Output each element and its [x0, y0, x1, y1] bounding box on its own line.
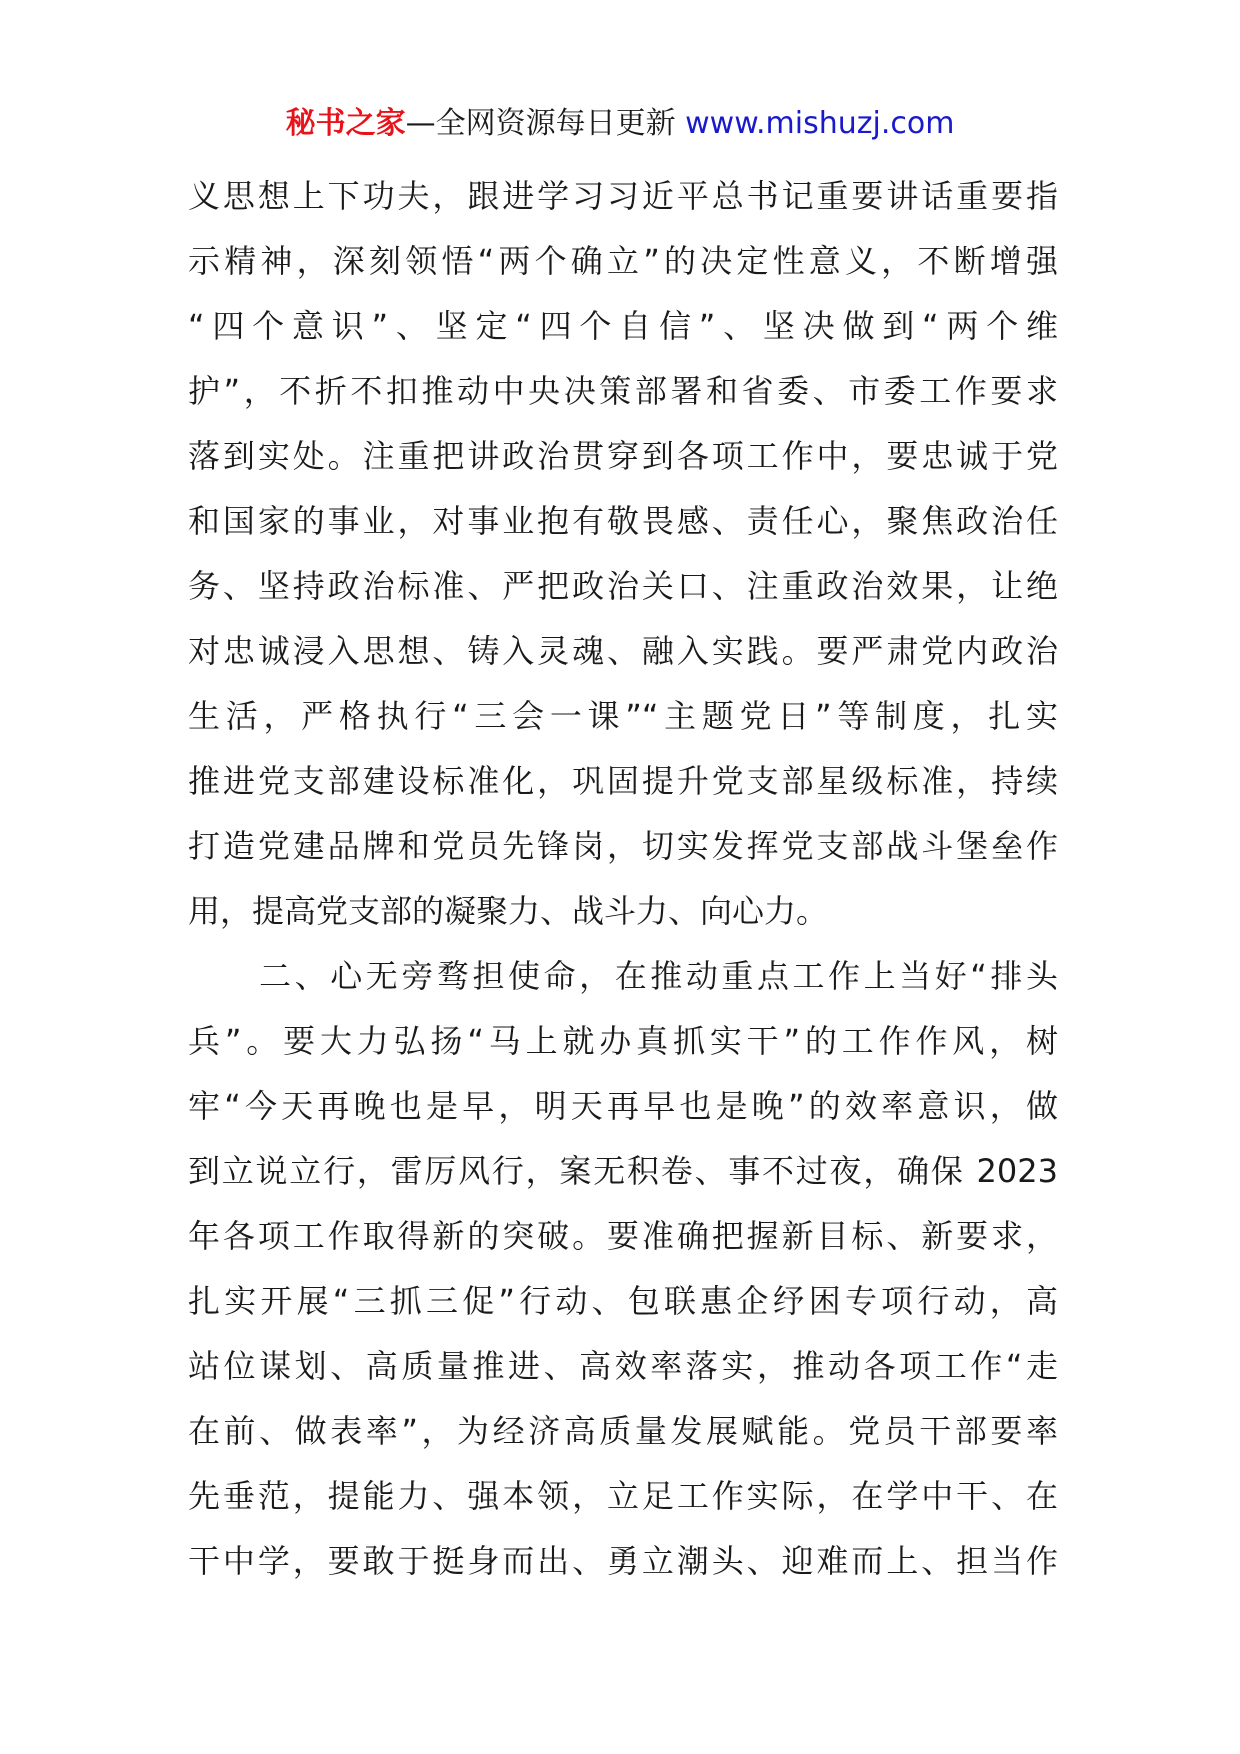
- text-line: 扎实开展“三抓三促”行动、包联惠企纾困专项行动，高: [188, 1282, 1058, 1320]
- text-line: 牢“今天再晚也是早，明天再早也是晚”的效率意识，做: [188, 1087, 1058, 1125]
- brand-name: 秘书之家: [285, 106, 406, 141]
- text-line: 年各项工作取得新的突破。要准确把握新目标、新要求，: [188, 1217, 1058, 1255]
- text-line: 在前、做表率”，为经济高质量发展赋能。党员干部要率: [188, 1412, 1058, 1450]
- document-body: [188, 164, 1058, 1594]
- text-line: “四个意识”、坚定“四个自信”、坚决做到“两个维: [188, 307, 1058, 345]
- text-line: 义思想上下功夫，跟进学习习近平总书记重要讲话重要指: [188, 177, 1058, 215]
- text-line: 生活，严格执行“三会一课”“主题党日”等制度，扎实: [188, 697, 1058, 735]
- text-line: 落到实处。注重把讲政治贯穿到各项工作中，要忠诚于党: [188, 437, 1058, 475]
- text-line: 推进党支部建设标准化，巩固提升党支部星级标准，持续: [188, 762, 1058, 800]
- text-line: 先垂范，提能力、强本领，立足工作实际，在学中干、在: [188, 1477, 1058, 1515]
- text-line: 示精神，深刻领悟“两个确立”的决定性意义，不断增强: [188, 242, 1058, 280]
- paragraph: [188, 164, 1058, 944]
- text-line: 兵”。要大力弘扬“马上就办真抓实干”的工作作风，树: [188, 1022, 1058, 1060]
- text-line: 护”，不折不扣推动中央决策部署和省委、市委工作要求: [188, 372, 1058, 410]
- text-line: 对忠诚浸入思想、铸入灵魂、融入实践。要严肃党内政治: [188, 632, 1058, 670]
- text-line: 到立说立行，雷厉风行，案无积卷、事不过夜，确保 2023: [188, 1152, 1058, 1190]
- page-header: [0, 100, 1240, 148]
- text-line: 务、坚持政治标准、严把政治关口、注重政治效果，让绝: [188, 567, 1058, 605]
- site-url: www.mishuzj.com: [685, 106, 955, 141]
- text-line: 二、心无旁骛担使命，在推动重点工作上当好“排头: [188, 957, 1058, 995]
- text-line: 干中学，要敢于挺身而出、勇立潮头、迎难而上、担当作: [188, 1542, 1058, 1580]
- header-slogan: —全网资源每日更新: [405, 106, 676, 141]
- text-line: 用，提高党支部的凝聚力、战斗力、向心力。: [188, 892, 829, 930]
- text-line: 站位谋划、高质量推进、高效率落实，推动各项工作“走: [188, 1347, 1058, 1385]
- text-line: 和国家的事业，对事业抱有敬畏感、责任心，聚焦政治任: [188, 502, 1058, 540]
- text-line: 打造党建品牌和党员先锋岗，切实发挥党支部战斗堡垒作: [188, 827, 1058, 865]
- paragraph: [188, 944, 1058, 1594]
